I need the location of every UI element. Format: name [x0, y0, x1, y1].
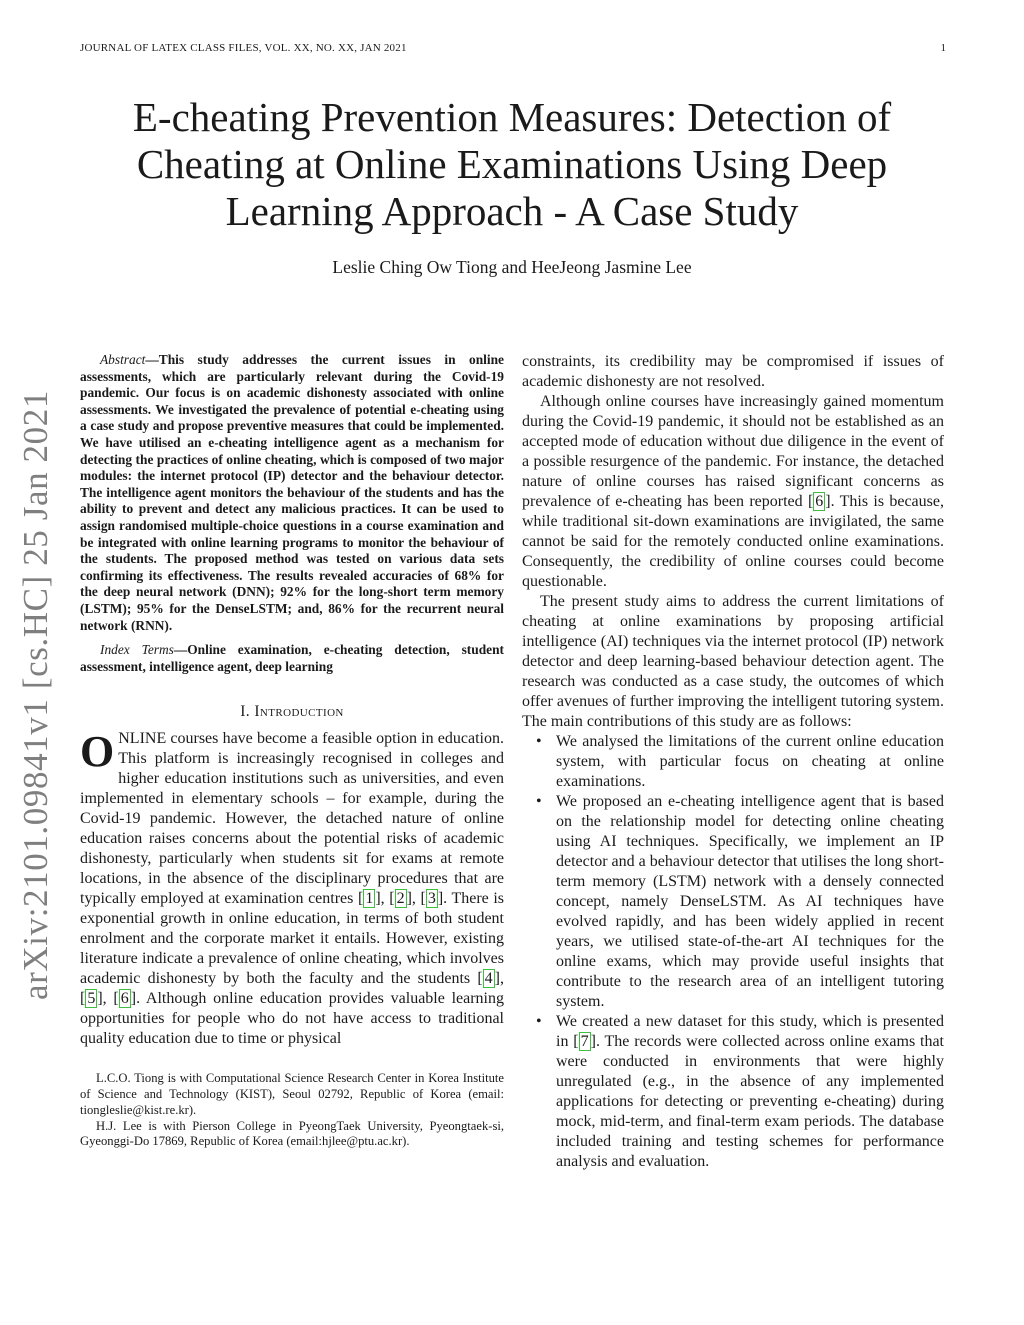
intro-text-b: . There is exponential growth in online education, in terms of both student enrolment and the corporate market it entails. However, existing literature indicate a prevalence of online cheating, which involves academic dishonesty by both the faculty and the students	[80, 890, 505, 988]
paragraph-2: Although online courses have increasingly gained momentum during the Covid-19 pandemic, it should not be established as an accepted mode of education without due diligence in the event of a possible resurgence of the pandemic. For instance, the detached nature of online courses has raised significant concerns as prevalence of e-cheating has been reported [ 6 ]. This is because, while traditional sit-down examinations are invigilated, the same cannot be said for the remotely conducted online examinations. Consequently, the credibility of online courses could become questionable.	[522, 393, 944, 590]
author-footnotes	[80, 1071, 504, 1150]
citation-link[interactable]: 6	[815, 493, 824, 510]
title-line-3: Learning Approach - A Case Study	[225, 188, 799, 234]
intro-text-c: . Although online education provides valuable learning opportunities for people who do not have access to traditional quality education due to time or physical	[80, 990, 505, 1048]
continued-paragraph: constraints, its credibility may be compromised if issues of academic dishonesty are not resolved.	[522, 353, 944, 390]
abstract-lead: Abstract	[100, 352, 146, 367]
contributions-list	[522, 732, 944, 1172]
citation-link[interactable]: 3	[427, 890, 436, 908]
page-number: 1	[940, 42, 946, 54]
index-terms	[80, 642, 504, 675]
footnote-2: H.J. Lee is with Pierson College in PyeongTaek University, Pyeongtaek-si, Gyeonggi-Do 17869, Republic of Korea (email:hjlee@ptu.ac.kr).	[80, 1118, 504, 1149]
title-line-1: E-cheating Prevention Measures: Detection of	[132, 94, 892, 140]
bullet-3-text-a: We created a new dataset for this study, which is presented in	[556, 1013, 944, 1050]
footnote-1: L.C.O. Tiong is with Computational Science Research Center in Korea Institute of Science and Technology (KIST), Seoul 02792, Republic of Korea (email: tiongleslie@kist.re.kr).	[80, 1071, 504, 1117]
abstract	[80, 352, 504, 634]
index-terms-lead: Index Terms	[100, 642, 174, 658]
title-line-2: Cheating at Online Examinations Using Deep	[136, 141, 888, 187]
index-terms-text: —Online examination, e-cheating detection, student assessment, intelligence agent, deep learning	[80, 642, 504, 674]
citation-link[interactable]: 1	[365, 890, 374, 908]
list-item: • We proposed an e-cheating intelligence agent that is based on the relationship model for detecting online cheating using AI techniques. Specifically, we implement an IP detector and a behaviour detector that utilises the long short-term memory (LSTM) network with a densely connected concept, namely DenseLSTM. As AI techniques have evolved rapidly, and has been widely applied in recent years, we utilised state-of-the-art AI techniques for the online exams, which may provide useful insights that contribute to the research area of an intelligent tutoring system.	[556, 792, 944, 1012]
left-column	[80, 352, 504, 1150]
list-item: • We analysed the limitations of the current online education system, with particular focus on cheating at online examinations.	[556, 732, 944, 792]
paper-title	[60, 94, 964, 235]
running-header: JOURNAL OF LATEX CLASS FILES, VOL. XX, NO. XX, JAN 2021	[80, 42, 407, 54]
paragraph-2-text-b: . This is because, while traditional sit-down examinations are invigilated, the same cannot be said for the remotely conducted online examinations. Consequently, the credibility of online courses could become questionable.	[522, 493, 944, 590]
citation-link[interactable]: 4	[484, 970, 493, 988]
citation-link[interactable]: 2	[396, 890, 405, 908]
abstract-text: —This study addresses the current issues in online assessments, which are particularly relevant during the Covid-19 pandemic. Our focus is on academic dishonesty associated with online assessments. We investigated the prevalence of potential e-cheating using a case study and propose preventive measures that could be implemented. We have utilised an e-cheating intelligence agent as a mechanism for detecting the practices of online cheating, which is composed of two major modules: the internet protocol (IP) detector and the behaviour detector. The intelligence agent monitors the behaviour of the students and has the ability to prevent and detect any malicious practices. It can be used to assign randomised multiple-choice questions in a course examination and be integrated with online learning programs to monitor the behaviour of the students. The proposed method was tested on various data sets confirming its effectiveness. The results revealed accuracies of 68% for the deep neural network (DNN); 92% for the long-short term memory (LSTM); 95% for the DenseLSTM; and, 86% for the recurrent neural network (RNN).	[80, 352, 504, 633]
section-number: I.	[240, 703, 251, 721]
author-list: Leslie Ching Ow Tiong and HeeJeong Jasmine Lee	[332, 257, 692, 277]
citation-link[interactable]: 5	[87, 990, 96, 1008]
citation-link[interactable]: 6	[120, 990, 129, 1008]
citation-link[interactable]: 7	[580, 1033, 589, 1050]
section-heading	[80, 703, 504, 721]
paragraph-2-text-a: Although online courses have increasingly gained momentum during the Covid-19 pandemic, it should not be established as an accepted mode of education without due diligence in the event of a possible resurgence of the pandemic. For instance, the detached nature of online courses has raised significant concerns as prevalence of e-cheating has been reported	[522, 393, 944, 510]
section-title: Introduction	[254, 703, 344, 721]
intro-paragraph: ONLINE courses have become a feasible option in education. This platform is increasingly recognised in colleges and higher education institutions such as universities, and even implemented in elementary schools – for example, during the Covid-19 pandemic. However, the detached nature of online education raises concerns about the potential risks of academic dishonesty, particularly when students sit for exams at remote locations, in the absence of the disciplinary procedures that are typically employed at examination centres [ 1 ], [ 2 ], [ 3 ]. There is exponential growth in online education, in terms of both student enrolment and the corporate market it entails. However, existing literature indicate a prevalence of online cheating, which involves academic dishonesty by both the faculty and the students [ 4 ], [ 5 ], [ 6 ]. Although online education provides valuable learning opportunities for people who do not have access to traditional quality education due to time or physical	[80, 727, 505, 1048]
paragraph-3: The present study aims to address the current limitations of cheating at online examinations by proposing artificial intelligence (AI) techniques via the internet protocol (IP) network detector and deep learning-based behaviour detection agent. The research was conducted as a case study, the outcomes of which offer avenues of further improving the intelligent tutoring system. The main contributions of this study are as follows:	[522, 593, 944, 730]
list-item: • We created a new dataset for this study, which is presented in [ 7 ]. The records were collected across online exams that were conducted in environments that were highly unregulated (e.g., in the absence of any implemented applications for detecting or preventing e-cheating) during mock, mid-term, and final-term exam periods. The database included training and testing schemes for performance analysis and evaluation.	[556, 1012, 944, 1172]
first-word: NLINE	[118, 730, 167, 748]
right-column	[522, 352, 944, 1172]
intro-text-a: courses have become a feasible option in education. This platform is increasingly recognised in colleges and higher education institutions such as universities, and even implemented in elementary schools – for example, during the Covid-19 pandemic. However, the detached nature of online education raises concerns about the potential risks of academic dishonesty, particularly when students sit for exams at remote locations, in the absence of the disciplinary procedures that are typically employed at examination centres	[80, 730, 504, 908]
drop-cap: O	[80, 727, 115, 777]
bullet-3-text-b: . The records were collected across online exams that were conducted in environments that were highly unregulated (e.g., in the absence of any implemented applications for detecting or preventing e-cheating) during mock, mid-term, and final-term exam periods. The database included training and testing schemes for performance analysis and evaluation.	[556, 1033, 945, 1170]
arxiv-stamp: arXiv:2101.09841v1 [cs.HC] 25 Jan 2021	[16, 390, 55, 1000]
